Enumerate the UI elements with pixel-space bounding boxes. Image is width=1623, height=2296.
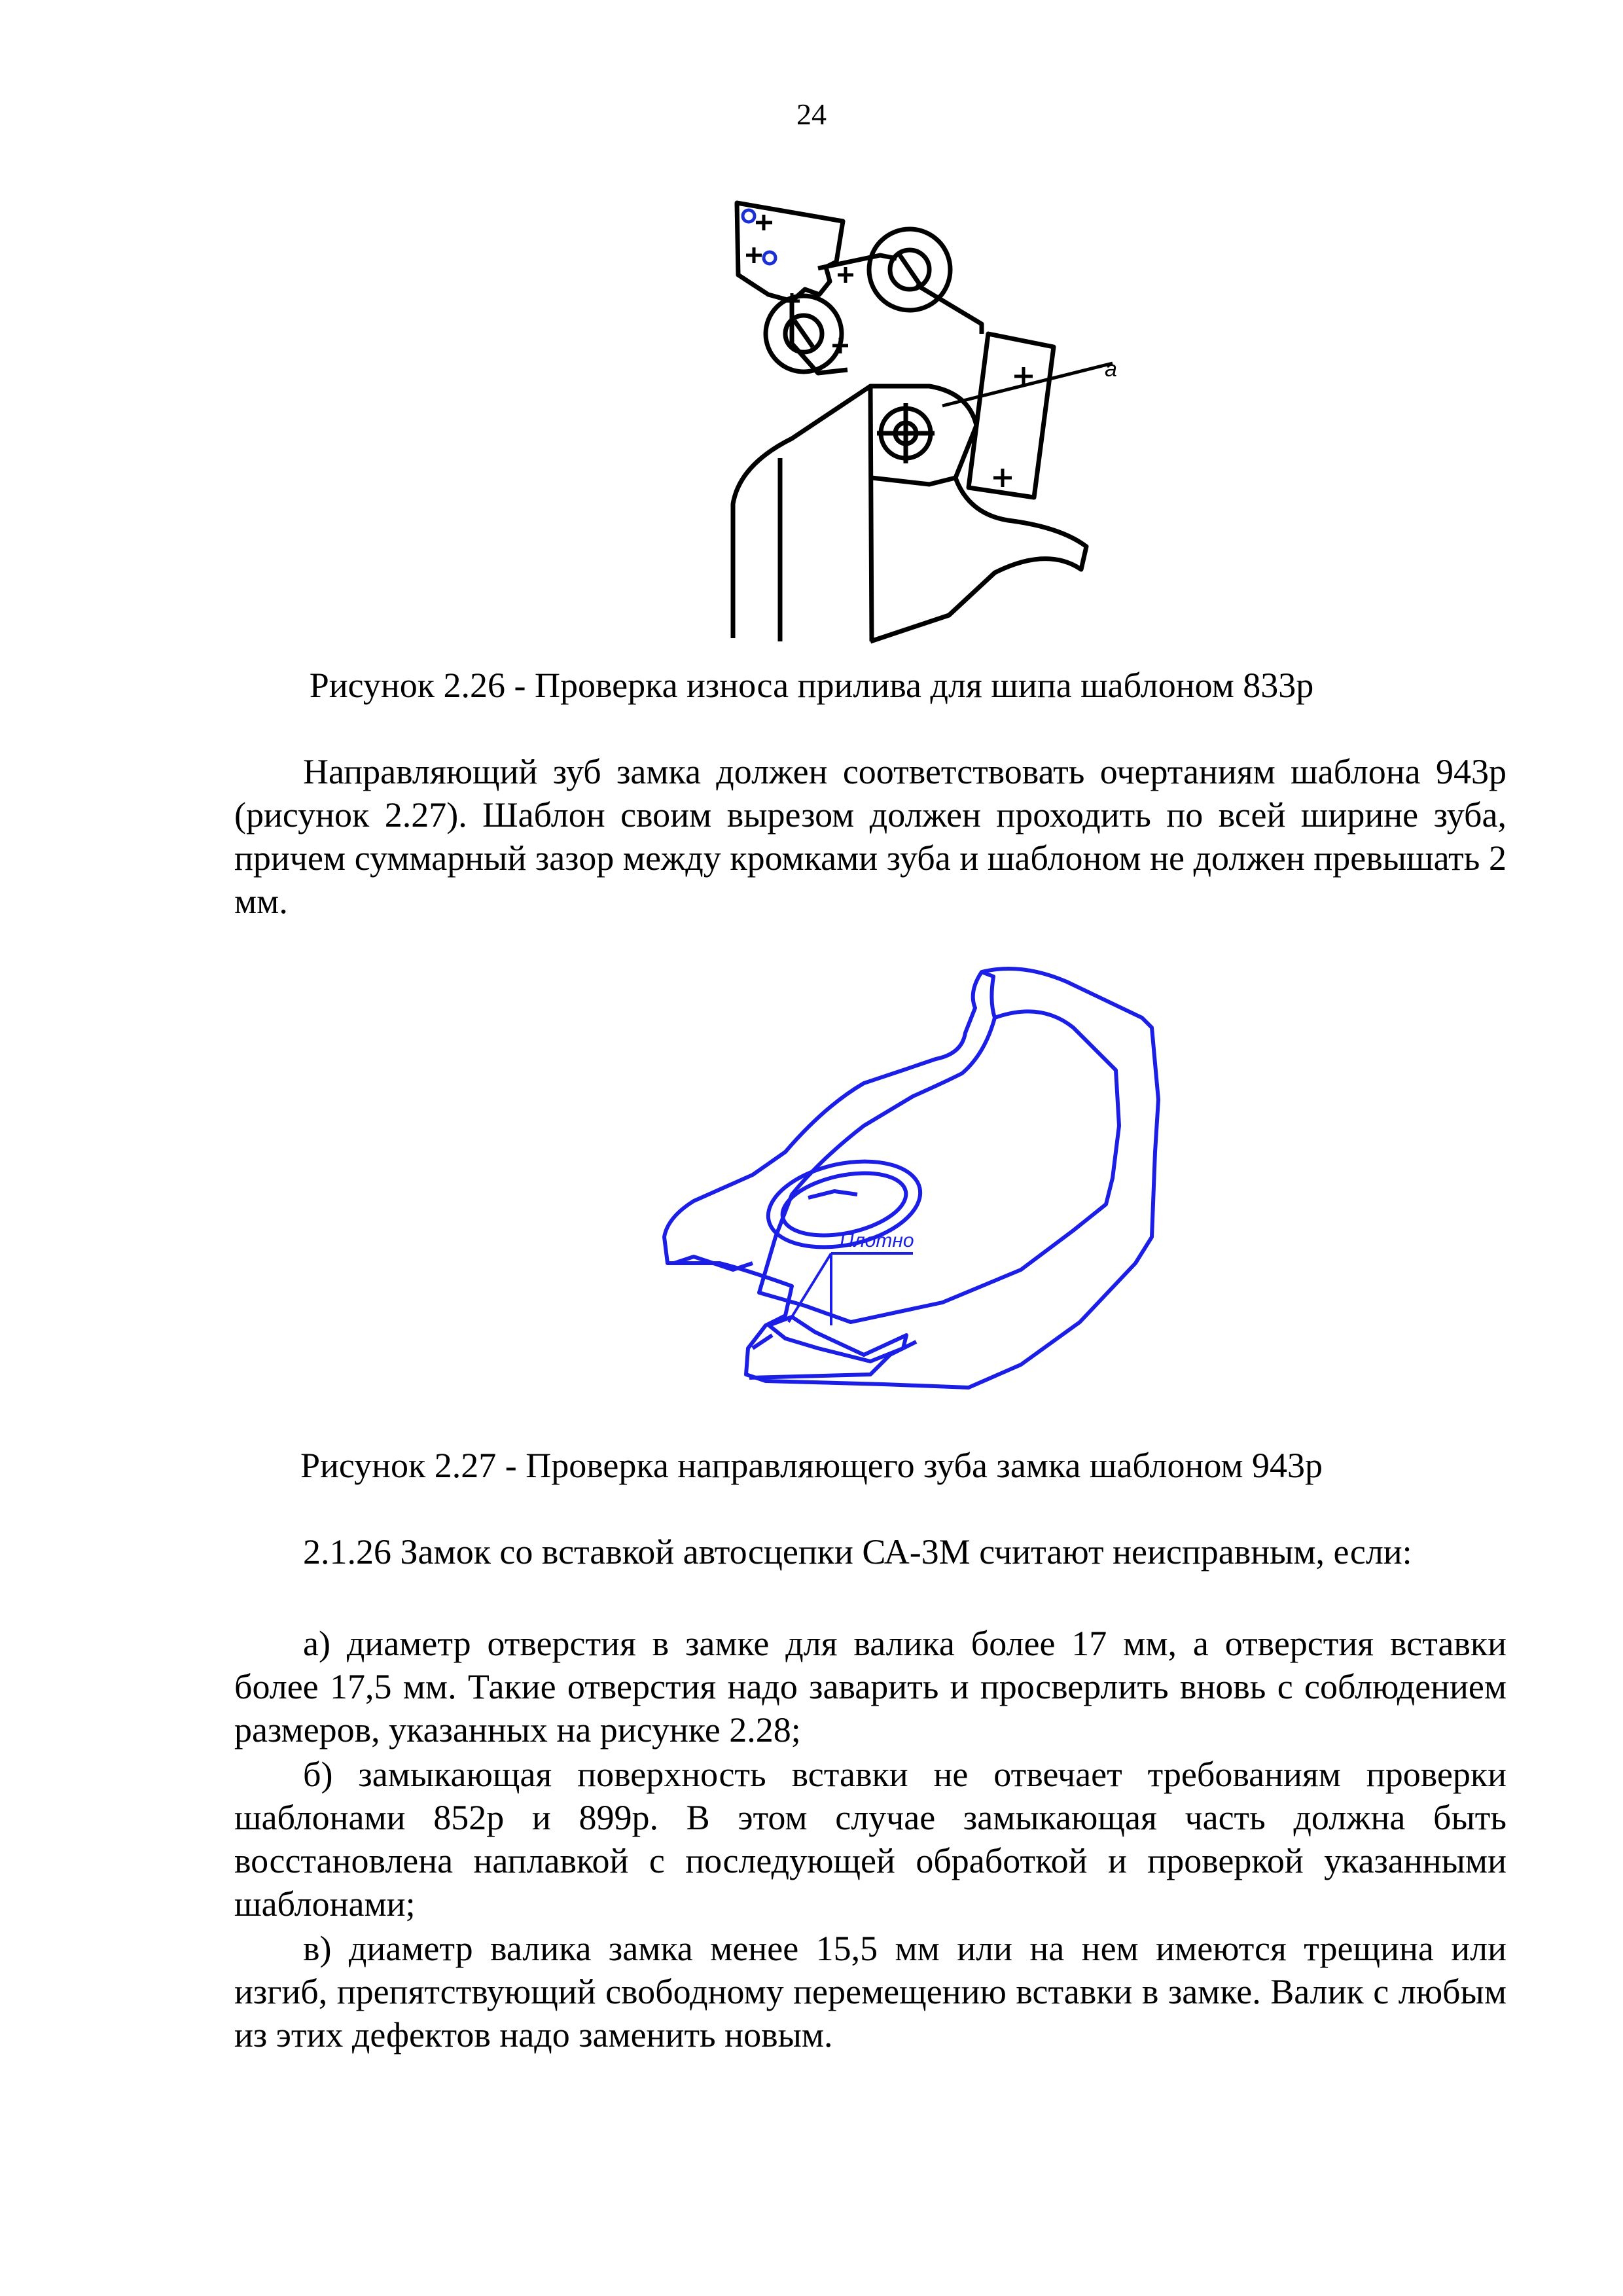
figure-2-27-drawing [654, 956, 1178, 1414]
section-heading: 2.1.26 Замок со вставкой автосцепки СА-3М считают неисправным, если: [303, 1532, 1412, 1571]
list-item-a: а) диаметр отверстия в замке для валика более 17 мм, а отверстия вставки более 17,5 мм. Такие отверстия надо заварить и просверлить вновь с соблюдением размеров, указанных на рисунке 2.28; [234, 1624, 1507, 1749]
list-item-b: б) замыкающая поверхность вставки не отвечает требованиям проверки шаблонами 852р и 899р. В этом случае замыкающая часть должна быть восстановлена наплавкой с последующей обработкой и проверкой указанными шаблонами; [234, 1755, 1507, 1924]
figure-2-27-label: Плотно [840, 1230, 914, 1251]
paragraph-1: Направляющий зуб замка должен соответствовать очертаниям шаблона 943р (рисунок 2.27). Шаблон своим вырезом должен проходить по всей ширине зуба, причем суммарный зазор между кромками зуба и шаблоном не должен превышать 2 мм. [234, 752, 1507, 921]
list-item-c: в) диаметр валика замка менее 15,5 мм или на нем имеются трещина или изгиб, препятствующий свободному перемещению вставки в замке. Валик с любым из этих дефектов надо заменить новым. [234, 1929, 1507, 2054]
figure-2-26-drawing [720, 190, 1117, 655]
figure-2-26-caption: Рисунок 2.26 - Проверка износа прилива для шипа шаблоном 833р [309, 666, 1314, 705]
page-number: 24 [796, 98, 827, 131]
figure-2-27-caption: Рисунок 2.27 - Проверка направляющего зуба замка шаблоном 943р [300, 1446, 1323, 1485]
figure-2-26-label: а [1105, 357, 1117, 382]
